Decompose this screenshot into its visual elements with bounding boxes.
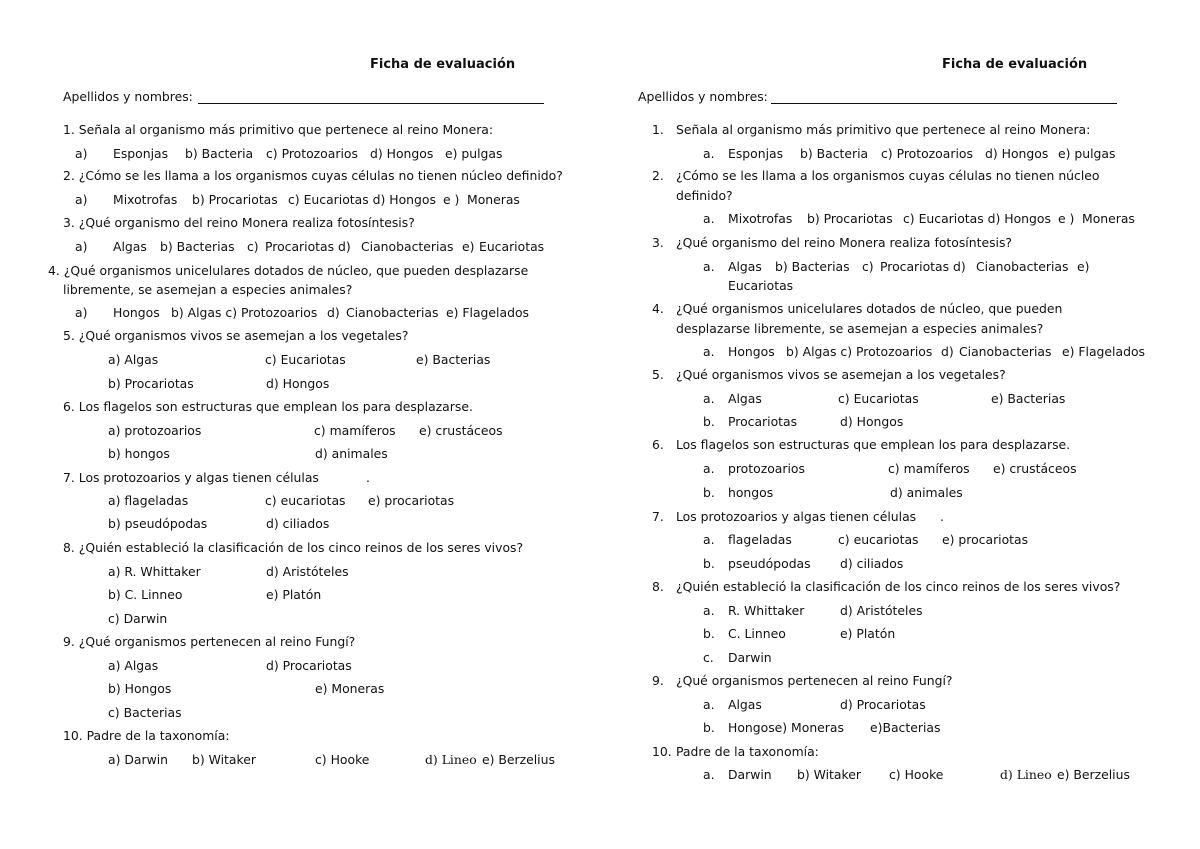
page-title: Ficha de evaluación: [942, 57, 1088, 72]
option[interactable]: a.: [703, 532, 715, 547]
option[interactable]: b) Witaker: [797, 767, 861, 782]
question-4-continued: libremente, se asemejan a especies animales?: [63, 282, 353, 297]
option[interactable]: a) Algas: [108, 352, 159, 367]
option[interactable]: e) Flagelados: [446, 305, 529, 320]
option[interactable]: b) Procariotas: [192, 192, 278, 207]
option[interactable]: c) Eucariotas: [265, 352, 346, 367]
option[interactable]: Algas: [728, 697, 762, 712]
option[interactable]: d) Procariotas: [840, 697, 926, 712]
option[interactable]: d) Procariotas: [266, 658, 352, 673]
option[interactable]: b) pseudópodas: [108, 516, 208, 531]
option[interactable]: Eucariotas: [479, 239, 545, 254]
option[interactable]: d): [327, 305, 340, 320]
option[interactable]: a.: [703, 461, 715, 476]
option[interactable]: a) flageladas: [108, 493, 189, 508]
option[interactable]: e) Bacterias: [416, 352, 491, 367]
question-number: 10.: [652, 744, 672, 759]
option[interactable]: a.: [703, 391, 715, 406]
option[interactable]: c) mamíferos: [888, 461, 970, 476]
option[interactable]: Procariotas d): [265, 239, 351, 254]
option[interactable]: c.: [703, 650, 714, 665]
option[interactable]: Algas: [728, 259, 762, 274]
option[interactable]: Procariotas: [728, 414, 798, 429]
option[interactable]: hongos: [728, 485, 774, 500]
option[interactable]: e) pulgas: [445, 146, 503, 161]
question-number: 5.: [652, 367, 664, 382]
option[interactable]: e): [1077, 259, 1090, 274]
question-1: 1. Señala al organismo más primitivo que pertenece al reino Monera:: [63, 122, 494, 137]
option[interactable]: Hongose) Moneras: [728, 720, 844, 735]
option[interactable]: e) crustáceos: [993, 461, 1077, 476]
option[interactable]: e) Berzelius: [482, 752, 555, 767]
question-number: 9.: [652, 673, 664, 688]
option[interactable]: a): [75, 192, 88, 207]
name-label: Apellidos y nombres:: [638, 89, 768, 104]
option[interactable]: c) Hooke: [889, 767, 944, 782]
question-number: 6.: [652, 437, 664, 452]
question-5: 5. ¿Qué organismos vivos se asemejan a los vegetales?: [63, 328, 409, 343]
option[interactable]: b) Algas c) Protozoarios: [171, 305, 318, 320]
question-6: Los flagelos son estructuras que emplean los para desplazarse.: [676, 437, 1071, 452]
option[interactable]: a.: [703, 697, 715, 712]
question-10: 10. Padre de la taxonomía:: [63, 728, 230, 743]
option[interactable]: C. Linneo: [728, 626, 786, 641]
answer-blank-dot: .: [366, 470, 370, 485]
question-number: 2.: [652, 168, 664, 183]
option[interactable]: e) Moneras: [315, 681, 385, 696]
question-4: ¿Qué organismos unicelulares dotados de núcleo, que pueden: [676, 301, 1063, 316]
option[interactable]: e) Platón: [840, 626, 896, 641]
option[interactable]: Darwin: [728, 650, 772, 665]
option[interactable]: b.: [703, 720, 715, 735]
option[interactable]: R. Whittaker: [728, 603, 805, 618]
option[interactable]: d) Hongos: [840, 414, 904, 429]
option[interactable]: d) Lineo: [425, 752, 477, 767]
option[interactable]: Hongos: [113, 305, 160, 320]
question-3: 3. ¿Qué organismo del reino Monera realiza fotosíntesis?: [63, 215, 415, 230]
option[interactable]: a.: [703, 259, 715, 274]
option[interactable]: b) Hongos: [108, 681, 172, 696]
option[interactable]: a.: [703, 211, 715, 226]
option[interactable]: b.: [703, 556, 715, 571]
option[interactable]: d) Aristóteles: [840, 603, 923, 618]
question-number: 3.: [652, 235, 664, 250]
option[interactable]: Moneras: [1082, 211, 1135, 226]
question-2: ¿Cómo se les llama a los organismos cuyas células no tienen núcleo: [676, 168, 1100, 183]
answer-blank-dot: .: [940, 509, 944, 524]
option[interactable]: e) Flagelados: [1062, 344, 1145, 359]
option[interactable]: e ): [443, 192, 460, 207]
option[interactable]: c) Eucariotas d) Hongos: [903, 211, 1051, 226]
option[interactable]: c) eucariotas: [838, 532, 919, 547]
option[interactable]: Cianobacterias: [346, 305, 439, 320]
option[interactable]: d) Hongos: [266, 376, 330, 391]
question-4-continued: desplazarse libremente, se asemejan a especies animales?: [676, 321, 1044, 336]
option[interactable]: d) Hongos: [370, 146, 434, 161]
option[interactable]: e) Platón: [266, 587, 322, 602]
option[interactable]: a) Algas: [108, 658, 159, 673]
name-label: Apellidos y nombres:: [63, 89, 193, 104]
option[interactable]: Algas: [113, 239, 147, 254]
option[interactable]: c) Protozoarios: [881, 146, 973, 161]
option[interactable]: e) Bacterias: [991, 391, 1066, 406]
option[interactable]: c): [247, 239, 259, 254]
question-5: ¿Qué organismos vivos se asemejan a los vegetales?: [676, 367, 1006, 382]
option[interactable]: c) mamíferos: [314, 423, 396, 438]
option[interactable]: e ): [1058, 211, 1075, 226]
option[interactable]: e) procariotas: [368, 493, 455, 508]
option[interactable]: a) Darwin: [108, 752, 169, 767]
option[interactable]: pseudópodas: [728, 556, 811, 571]
option[interactable]: c) Protozoarios: [266, 146, 358, 161]
option[interactable]: Mixotrofas: [728, 211, 793, 226]
option[interactable]: Darwin: [728, 767, 772, 782]
option[interactable]: b.: [703, 626, 715, 641]
option[interactable]: d) Hongos: [985, 146, 1049, 161]
option[interactable]: c) Bacterias: [108, 705, 182, 720]
option[interactable]: Mixotrofas: [113, 192, 178, 207]
question-8: 8. ¿Quién estableció la clasificación de los cinco reinos de los seres vivos?: [63, 540, 524, 555]
question-number: 8.: [652, 579, 664, 594]
option[interactable]: b) hongos: [108, 446, 170, 461]
option[interactable]: d) animales: [890, 485, 963, 500]
option[interactable]: a): [75, 146, 88, 161]
option[interactable]: Moneras: [467, 192, 520, 207]
question-number: 7.: [652, 509, 664, 524]
question-number: 1.: [652, 122, 664, 137]
option[interactable]: c): [862, 259, 874, 274]
option[interactable]: e) procariotas: [942, 532, 1029, 547]
option[interactable]: d) ciliados: [266, 516, 330, 531]
question-7: 7. Los protozoarios y algas tienen células: [63, 470, 319, 485]
option[interactable]: b.: [703, 485, 715, 500]
question-9: ¿Qué organismos pertenecen al reino Fungí?: [676, 673, 953, 688]
option[interactable]: Hongos: [728, 344, 775, 359]
option[interactable]: c) Eucariotas: [838, 391, 919, 406]
option[interactable]: flageladas: [728, 532, 792, 547]
option[interactable]: b.: [703, 414, 715, 429]
option[interactable]: Esponjas: [113, 146, 169, 161]
option[interactable]: b) Bacterias: [160, 239, 235, 254]
option[interactable]: a.: [703, 767, 715, 782]
option[interactable]: e) Berzelius: [1057, 767, 1130, 782]
question-1: Señala al organismo más primitivo que pertenece al reino Monera:: [676, 122, 1091, 137]
option[interactable]: b) Bacteria: [800, 146, 869, 161]
option[interactable]: b) Procariotas: [807, 211, 893, 226]
question-10: Padre de la taxonomía:: [676, 744, 819, 759]
option[interactable]: c) Hooke: [315, 752, 370, 767]
option[interactable]: c) Darwin: [108, 611, 168, 626]
question-3: ¿Qué organismo del reino Monera realiza fotosíntesis?: [676, 235, 1013, 250]
option[interactable]: b) Bacterias: [775, 259, 850, 274]
option[interactable]: d) Lineo: [1000, 767, 1052, 782]
question-9: 9. ¿Qué organismos pertenecen al reino Fungí?: [63, 634, 356, 649]
page-title: Ficha de evaluación: [370, 57, 516, 72]
question-number: 4.: [652, 301, 664, 316]
option[interactable]: e)Bacterias: [870, 720, 941, 735]
option[interactable]: Esponjas: [728, 146, 784, 161]
option[interactable]: a): [75, 305, 88, 320]
question-7: Los protozoarios y algas tienen células: [676, 509, 917, 524]
option[interactable]: a) R. Whittaker: [108, 564, 201, 579]
option[interactable]: c) Eucariotas d) Hongos: [288, 192, 436, 207]
option[interactable]: e): [462, 239, 475, 254]
option[interactable]: d) animales: [315, 446, 388, 461]
question-4: 4. ¿Qué organismos unicelulares dotados de núcleo, que pueden desplazarse: [48, 263, 529, 278]
option[interactable]: a): [75, 239, 88, 254]
question-6: 6. Los flagelos son estructuras que emplean los para desplazarse.: [63, 399, 473, 414]
option[interactable]: d) ciliados: [840, 556, 904, 571]
name-blank-line[interactable]: [771, 103, 1117, 104]
option[interactable]: d) Aristóteles: [266, 564, 349, 579]
question-2: 2. ¿Cómo se les llama a los organismos cuyas células no tienen núcleo definido?: [63, 168, 563, 183]
option[interactable]: e) pulgas: [1058, 146, 1116, 161]
option[interactable]: b) Procariotas: [108, 376, 194, 391]
option[interactable]: a) protozoarios: [108, 423, 202, 438]
option[interactable]: Procariotas d): [880, 259, 966, 274]
option[interactable]: e) crustáceos: [419, 423, 503, 438]
option[interactable]: Algas: [728, 391, 762, 406]
question-8: ¿Quién estableció la clasificación de los cinco reinos de los seres vivos?: [676, 579, 1121, 594]
option[interactable]: a.: [703, 603, 715, 618]
option[interactable]: b) Witaker: [192, 752, 256, 767]
option[interactable]: protozoarios: [728, 461, 805, 476]
option[interactable]: b) Bacteria: [185, 146, 254, 161]
option[interactable]: a.: [703, 146, 715, 161]
question-2-continued: definido?: [676, 188, 733, 203]
option[interactable]: a.: [703, 344, 715, 359]
option[interactable]: c) eucariotas: [265, 493, 346, 508]
option[interactable]: b) C. Linneo: [108, 587, 183, 602]
option[interactable]: Cianobacterias: [976, 259, 1069, 274]
option[interactable]: d): [941, 344, 954, 359]
option[interactable]: b) Algas c) Protozoarios: [786, 344, 933, 359]
option[interactable]: Cianobacterias: [959, 344, 1052, 359]
option[interactable]: Eucariotas: [728, 278, 794, 293]
option[interactable]: Cianobacterias: [361, 239, 454, 254]
